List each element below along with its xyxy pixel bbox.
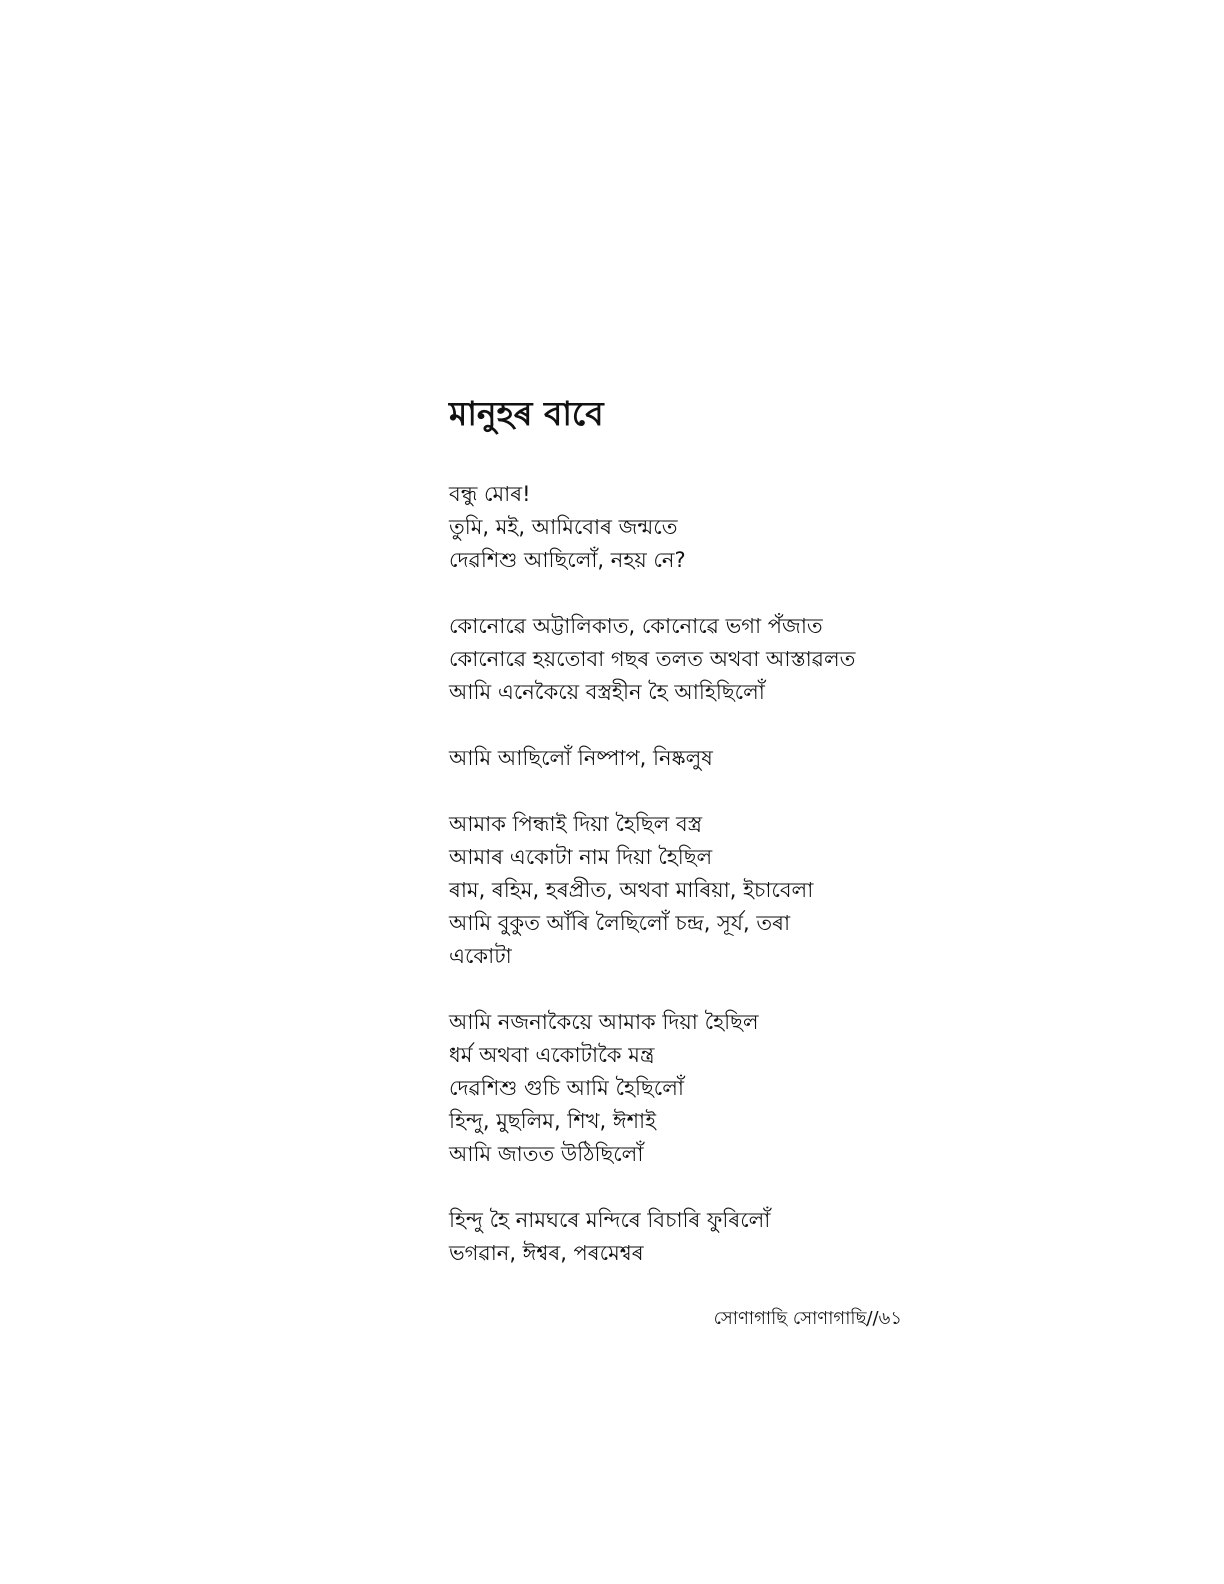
poem-line: ভগৱান, ঈশ্বৰ, পৰমেশ্বৰ <box>449 1241 644 1265</box>
poem-line: আমি বুকুত আঁৰি লৈছিলোঁ চন্দ্র, সূর্য, তৰা <box>449 911 791 935</box>
stanza <box>449 1204 1009 1270</box>
stanza <box>449 742 1009 775</box>
poem-line: দেৱশিশু গুচি আমি হৈছিলোঁ <box>449 1076 684 1100</box>
poem-line: হিন্দু, মুছলিম, শিখ, ঈশাই <box>449 1109 657 1133</box>
poem-line: কোনোৱে অট্টালিকাত, কোনোৱে ভগা পঁজাত <box>449 614 823 638</box>
poem-title: মানুহৰ বাবে <box>449 394 604 433</box>
poem-body <box>449 478 1009 1303</box>
poem-line: আমাক পিন্ধাই দিয়া হৈছিল বস্ত্র <box>449 812 703 836</box>
poem-line: ৰাম, ৰহিম, হৰপ্রীত, অথবা মাৰিয়া, ইচাবেলা <box>449 878 814 902</box>
poem-line: বন্ধু মোৰ! <box>449 482 531 506</box>
poem-line: আমি জাতত উঠিছিলোঁ <box>449 1142 644 1166</box>
stanza <box>449 478 1009 577</box>
poem-line: হিন্দু হৈ নামঘৰে মন্দিৰে বিচাৰি ফুৰিলোঁ <box>449 1208 771 1232</box>
stanza <box>449 1006 1009 1171</box>
poem-line: আমাৰ একোটা নাম দিয়া হৈছিল <box>449 845 713 869</box>
page-footer: সোণাগাছি সোণাগাছি//৬১ <box>713 1308 902 1329</box>
poem-line: তুমি, মই, আমিবোৰ জন্মতে <box>449 515 678 539</box>
poem-line: আমি নজনাকৈয়ে আমাক দিয়া হৈছিল <box>449 1010 759 1034</box>
poem-line: দেৱশিশু আছিলোঁ, নহয় নে? <box>449 548 686 572</box>
poem-line: আমি আছিলোঁ নিষ্পাপ, নিষ্কলুষ <box>449 746 713 770</box>
poem-line: আমি এনেকৈয়ে বস্ত্রহীন হৈ আহিছিলোঁ <box>449 680 765 704</box>
stanza <box>449 610 1009 709</box>
poem-line: ধর্ম অথবা একোটাকৈ মন্ত্র <box>449 1043 655 1067</box>
poem-line: কোনোৱে হয়তোবা গছৰ তলত অথবা আস্তাৱলত <box>449 647 856 671</box>
poem-line: একোটা <box>449 944 512 968</box>
stanza <box>449 808 1009 973</box>
